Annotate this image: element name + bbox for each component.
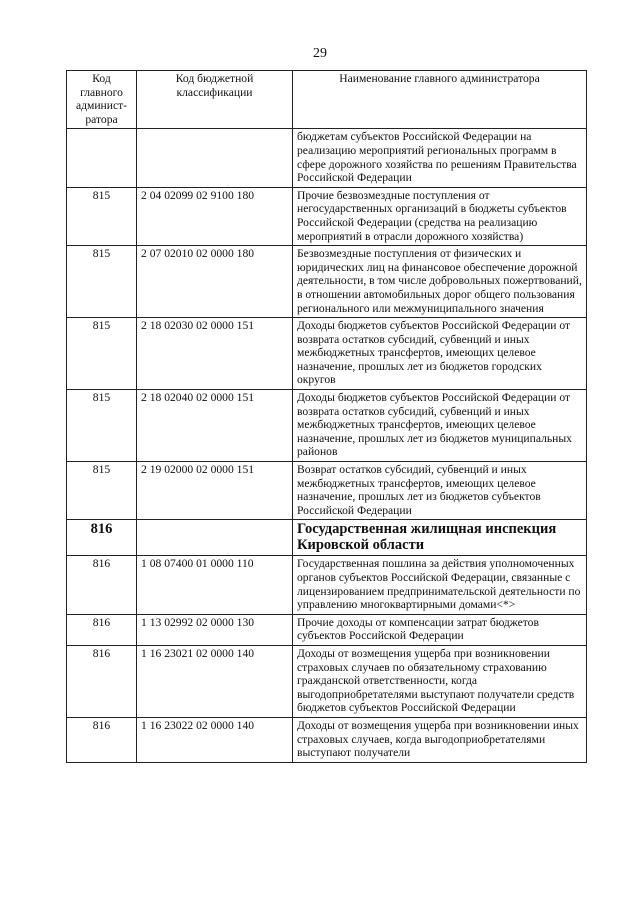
page-number: 29 — [313, 46, 327, 61]
budget-code-cell: 1 08 07400 01 0000 110 — [137, 556, 293, 614]
administrator-name-cell: Доходы от возмещения ущерба при возникновении страховых случаев по обязательному страхованию гражданской ответственности, когда выгодоприобретателями выступают получатели средств бюджетов субъектов Российской Федерации — [293, 645, 587, 717]
header-admin-code: Код главного админист-ратора — [67, 71, 137, 129]
administrator-name-cell: Доходы от возмещения ущерба при возникновении иных страховых случаев, когда выгодоприобретателями выступают получатели — [293, 717, 587, 762]
table-row — [67, 318, 587, 390]
table-row — [67, 462, 587, 520]
admin-code-cell: 816 — [67, 645, 137, 717]
admin-code-cell — [67, 129, 137, 187]
header-administrator-name: Наименование главного администратора — [293, 71, 587, 129]
table-row — [67, 390, 587, 462]
administrator-name-cell: бюджетам субъектов Российской Федерации на реализацию мероприятий региональных программ в сфере дорожного хозяйства по решениям Правительства Российской Федерации — [293, 129, 587, 187]
budget-code-cell: 1 16 23021 02 0000 140 — [137, 645, 293, 717]
administrator-name-cell: Государственная жилищная инспекция Кировской области — [293, 520, 587, 556]
header-budget-code: Код бюджетной классификации — [137, 71, 293, 129]
budget-administrators-table — [66, 70, 587, 763]
administrator-name-cell: Прочие безвозмездные поступления от негосударственных организаций в бюджеты субъектов Российской Федерации (средства на реализацию мероприятий в отрасли дорожного хозяйства) — [293, 187, 587, 245]
budget-code-cell: 1 16 23022 02 0000 140 — [137, 717, 293, 762]
administrator-name-cell: Прочие доходы от компенсации затрат бюджетов субъектов Российской Федерации — [293, 614, 587, 645]
budget-code-cell: 2 04 02099 02 9100 180 — [137, 187, 293, 245]
admin-code-cell: 816 — [67, 556, 137, 614]
budget-code-cell: 1 13 02992 02 0000 130 — [137, 614, 293, 645]
admin-code-cell: 816 — [67, 520, 137, 556]
budget-code-cell — [137, 520, 293, 556]
table-section-row — [67, 520, 587, 556]
admin-code-cell: 815 — [67, 390, 137, 462]
admin-code-cell: 816 — [67, 614, 137, 645]
admin-code-cell: 815 — [67, 187, 137, 245]
administrator-name-cell: Государственная пошлина за действия уполномоченных органов субъектов Российской Федерации, связанные с лицензированием предпринимательской деятельности по управлению многоквартирными домами<*> — [293, 556, 587, 614]
budget-code-cell: 2 18 02030 02 0000 151 — [137, 318, 293, 390]
budget-code-cell: 2 19 02000 02 0000 151 — [137, 462, 293, 520]
budget-code-cell: 2 07 02010 02 0000 180 — [137, 246, 293, 318]
table-header-row — [67, 71, 587, 129]
admin-code-cell: 815 — [67, 318, 137, 390]
admin-code-cell: 815 — [67, 246, 137, 318]
budget-code-cell — [137, 129, 293, 187]
budget-code-cell: 2 18 02040 02 0000 151 — [137, 390, 293, 462]
table-row — [67, 614, 587, 645]
table-row — [67, 246, 587, 318]
administrator-name-cell: Возврат остатков субсидий, субвенций и иных межбюджетных трансфертов, имеющих целевое назначение, прошлых лет из бюджетов субъектов Российской Федерации — [293, 462, 587, 520]
table-row — [67, 645, 587, 717]
table-row — [67, 187, 587, 245]
table-row — [67, 717, 587, 762]
table-row — [67, 129, 587, 187]
administrator-name-cell: Доходы бюджетов субъектов Российской Федерации от возврата остатков субсидий, субвенций и иных межбюджетных трансфертов, имеющих целевое назначение, прошлых лет из бюджетов муниципальных районов — [293, 390, 587, 462]
administrator-name-cell: Доходы бюджетов субъектов Российской Федерации от возврата остатков субсидий, субвенций и иных межбюджетных трансфертов, имеющих целевое назначение, прошлых лет из бюджетов городских округов — [293, 318, 587, 390]
table-row — [67, 556, 587, 614]
admin-code-cell: 816 — [67, 717, 137, 762]
administrator-name-cell: Безвозмездные поступления от физических и юридических лиц на финансовое обеспечение дорожной деятельности, в том числе добровольных пожертвований, в отношении автомобильных дорог общего пользования регионального или межмуниципального значения — [293, 246, 587, 318]
admin-code-cell: 815 — [67, 462, 137, 520]
